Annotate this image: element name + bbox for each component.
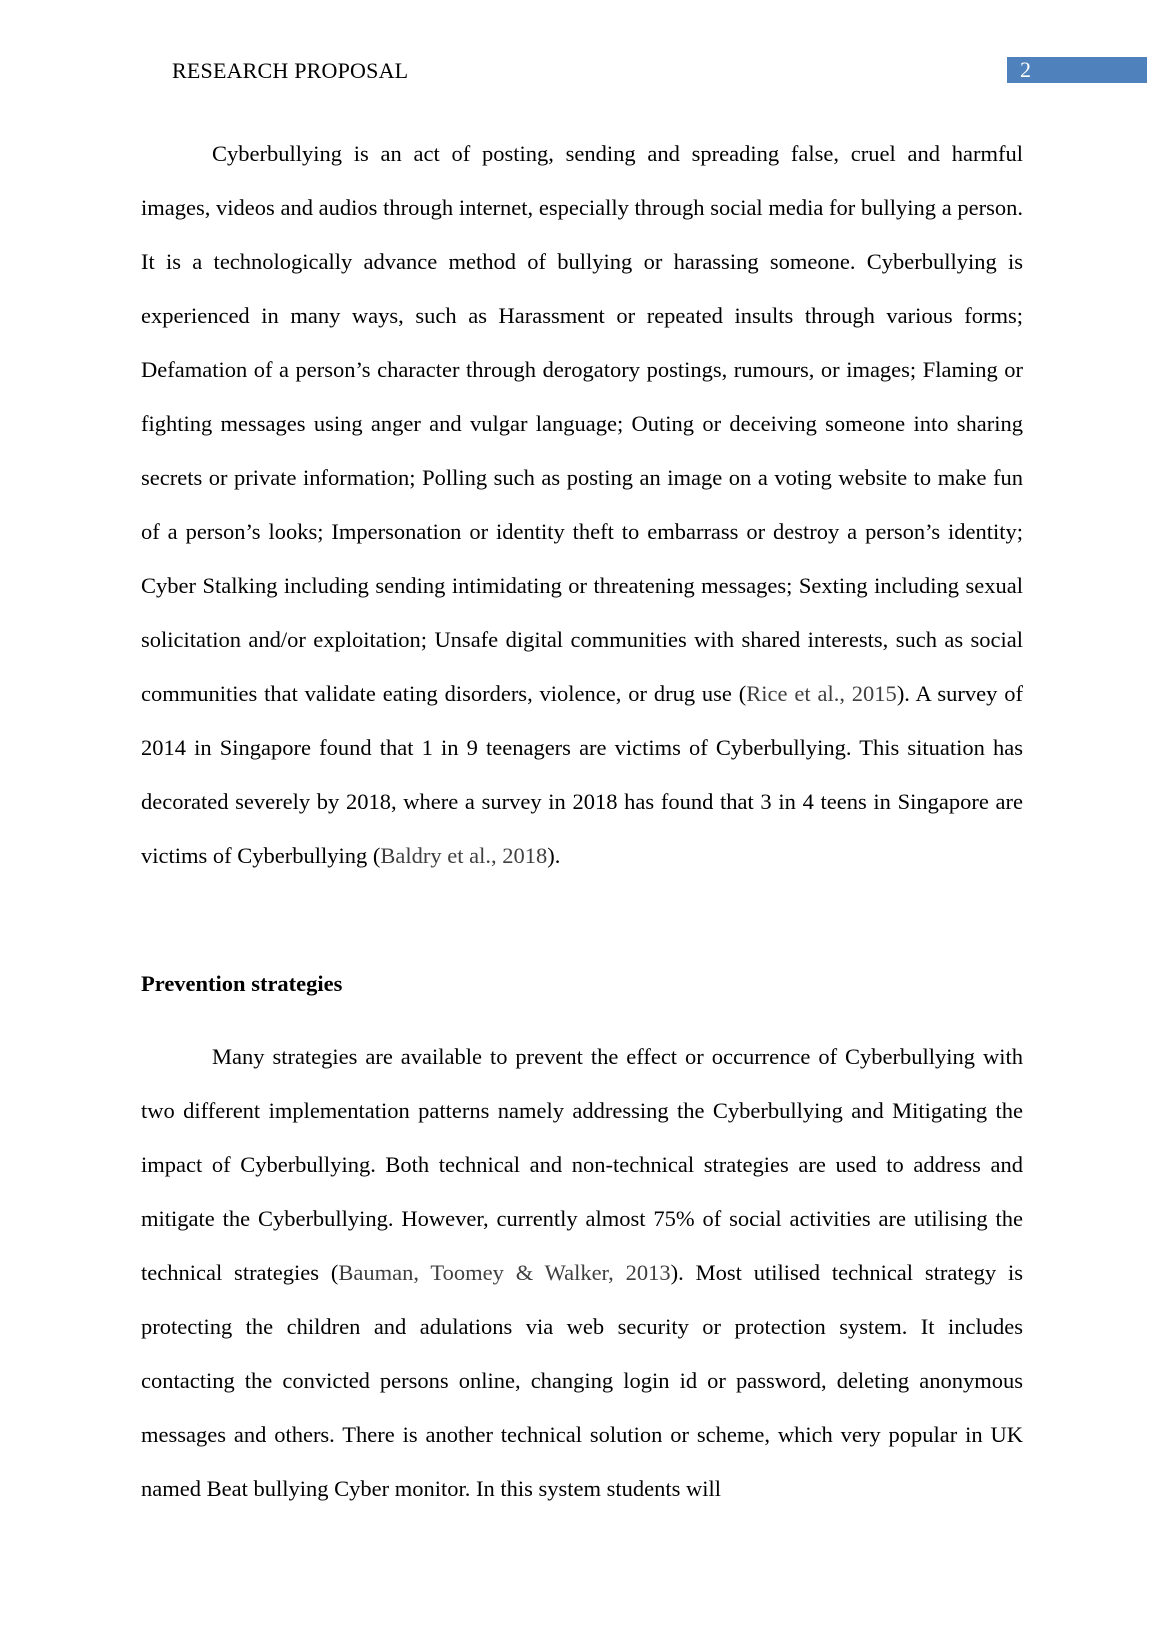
citation-rice-2015: Rice et al., 2015 (746, 681, 897, 706)
paragraph-2-text-b: ). Most utilised technical strategy is protecting the children and adulations via web security or protection system. It includes contacting the convicted persons online, changing login id or password, deleting anonymous messages and others. There is another technical solution or scheme, which very popular in UK named Beat bullying Cyber monitor. In this system students will (141, 1260, 1023, 1501)
paragraph-1-text-c: ). (547, 843, 561, 868)
body-paragraph-2 (141, 1030, 1023, 1516)
citation-baldry-2018: Baldry et al., 2018 (380, 843, 548, 868)
page-number: 2 (1020, 57, 1031, 82)
body-paragraph-1 (141, 127, 1023, 883)
citation-bauman-2013: Bauman, Toomey & Walker, 2013 (338, 1260, 671, 1285)
paragraph-1-text-b: ). A survey of 2014 in Singapore found that 1 in 9 teenagers are victims of Cyberbullying. This situation has decorated severely by 2018, where a survey in 2018 has found that 3 in 4 teens in Singapore are victims of Cyberbullying ( (141, 681, 1023, 868)
paragraph-1-text-a: Cyberbullying is an act of posting, sending and spreading false, cruel and harmful images, videos and audios through internet, especially through social media for bullying a person. It is a technologically advance method of bullying or harassing someone. Cyberbullying is experienced in many ways, such as Harassment or repeated insults through various forms; Defamation of a person’s character through derogatory postings, rumours, or images; Flaming or fighting messages using anger and vulgar language; Outing or deceiving someone into sharing secrets or private information; Polling such as posting an image on a voting website to make fun of a person’s looks; Impersonation or identity theft to embarrass or destroy a person’s identity; Cyber Stalking including sending intimidating or threatening messages; Sexting including sexual solicitation and/or exploitation; Unsafe digital communities with shared interests, such as social communities that validate eating disorders, violence, or drug use ( (141, 141, 1023, 706)
page-number-badge (1007, 57, 1147, 83)
section-heading-prevention: Prevention strategies (141, 971, 343, 996)
paragraph-2-text-a: Many strategies are available to prevent the effect or occurrence of Cyberbullying with two different implementation patterns namely addressing the Cyberbullying and Mitigating the impact of Cyberbullying. Both technical and non-technical strategies are used to address and mitigate the Cyberbullying. However, currently almost 75% of social activities are utilising the technical strategies ( (141, 1044, 1023, 1285)
running-header-title: RESEARCH PROPOSAL (172, 58, 409, 83)
